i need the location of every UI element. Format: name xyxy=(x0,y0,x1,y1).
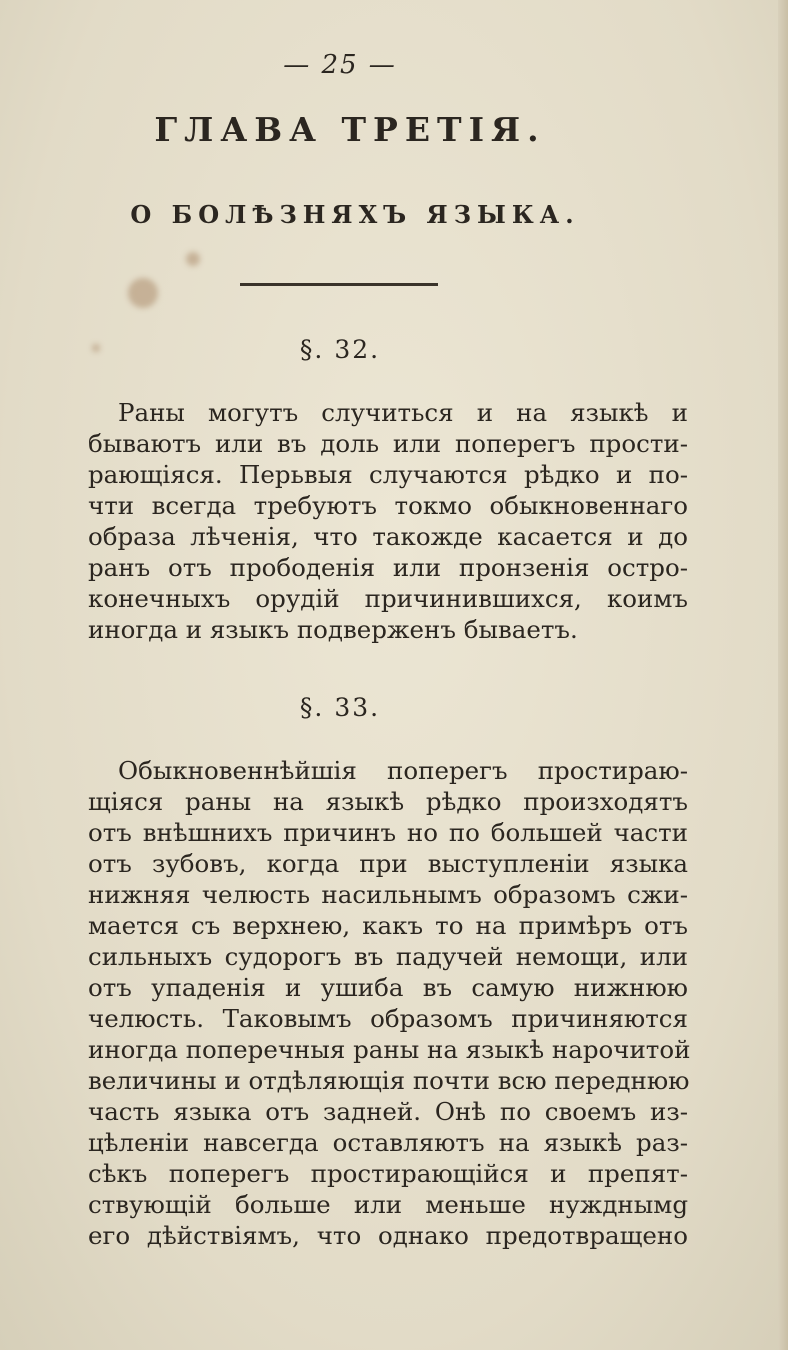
section-mark-33: §. 33. xyxy=(299,693,381,722)
chapter-subtitle: О БОЛѢЗНЯХЪ ЯЗЫКА. xyxy=(130,200,580,229)
title-rule xyxy=(240,283,438,286)
chapter-title: ГЛАВА ТРЕТІЯ. xyxy=(154,110,546,149)
text-line: иногда и языкъ подверженъ бываетъ. xyxy=(88,615,578,644)
text-line: величины и отдѣляющія почти всю переднюю xyxy=(88,1066,690,1095)
text-line: Обыкновеннѣйшія поперегъ простираю- xyxy=(118,756,688,785)
text-line: щіяся раны на языкѣ рѣдко произходятъ xyxy=(88,787,688,816)
page-number: — 25 — xyxy=(283,50,397,80)
text-line: ствующій больше или меньше нужднымg xyxy=(88,1190,688,1219)
foxing-stain xyxy=(128,278,158,308)
text-line: рающіяся. Перьвыя случаются рѣдко и по- xyxy=(88,460,688,489)
text-line: конечныхъ орудій причинившихся, коимъ xyxy=(88,584,688,613)
text-line: его дѣйствіямъ, что однако предотвращено xyxy=(88,1221,688,1250)
text-line: нижняя челюсть насильнымъ образомъ сжи- xyxy=(88,880,688,909)
text-line: Раны могутъ случиться и на языкѣ и xyxy=(118,398,688,427)
text-line: образа лѣченія, что такожде касается и до xyxy=(88,522,688,551)
text-line: иногда поперечныя раны на языкѣ нарочитой xyxy=(88,1035,691,1064)
text-line: отъ зубовъ, когда при выступленіи языка xyxy=(88,849,688,878)
text-line: мается съ верхнею, какъ то на примѣръ отъ xyxy=(88,911,688,940)
text-line: ранъ отъ прободенія или пронзенія остро- xyxy=(88,553,688,582)
text-line: отъ упаденія и ушиба въ самую нижнюю xyxy=(88,973,688,1002)
section-mark-32: §. 32. xyxy=(299,335,381,364)
text-line: чти всегда требуютъ токмо обыкновеннаго xyxy=(88,491,688,520)
text-line: челюсть. Таковымъ образомъ причиняются xyxy=(88,1004,688,1033)
text-line: цѣленіи навсегда оставляютъ на языкѣ раз- xyxy=(88,1128,688,1157)
text-line: часть языка отъ задней. Онѣ по своемъ из- xyxy=(88,1097,688,1126)
paragraph-32 xyxy=(88,397,688,645)
text-line: бываютъ или въ доль или поперегъ прости- xyxy=(88,429,688,458)
foxing-stain xyxy=(186,252,200,266)
text-line: отъ внѣшнихъ причинъ но по большей части xyxy=(88,818,688,847)
text-line: сильныхъ судорогъ въ падучей немощи, или xyxy=(88,942,688,971)
page-edge xyxy=(778,0,788,1350)
paragraph-33 xyxy=(88,755,691,1251)
text-line: сѣкъ поперегъ простирающійся и препят- xyxy=(88,1159,688,1188)
